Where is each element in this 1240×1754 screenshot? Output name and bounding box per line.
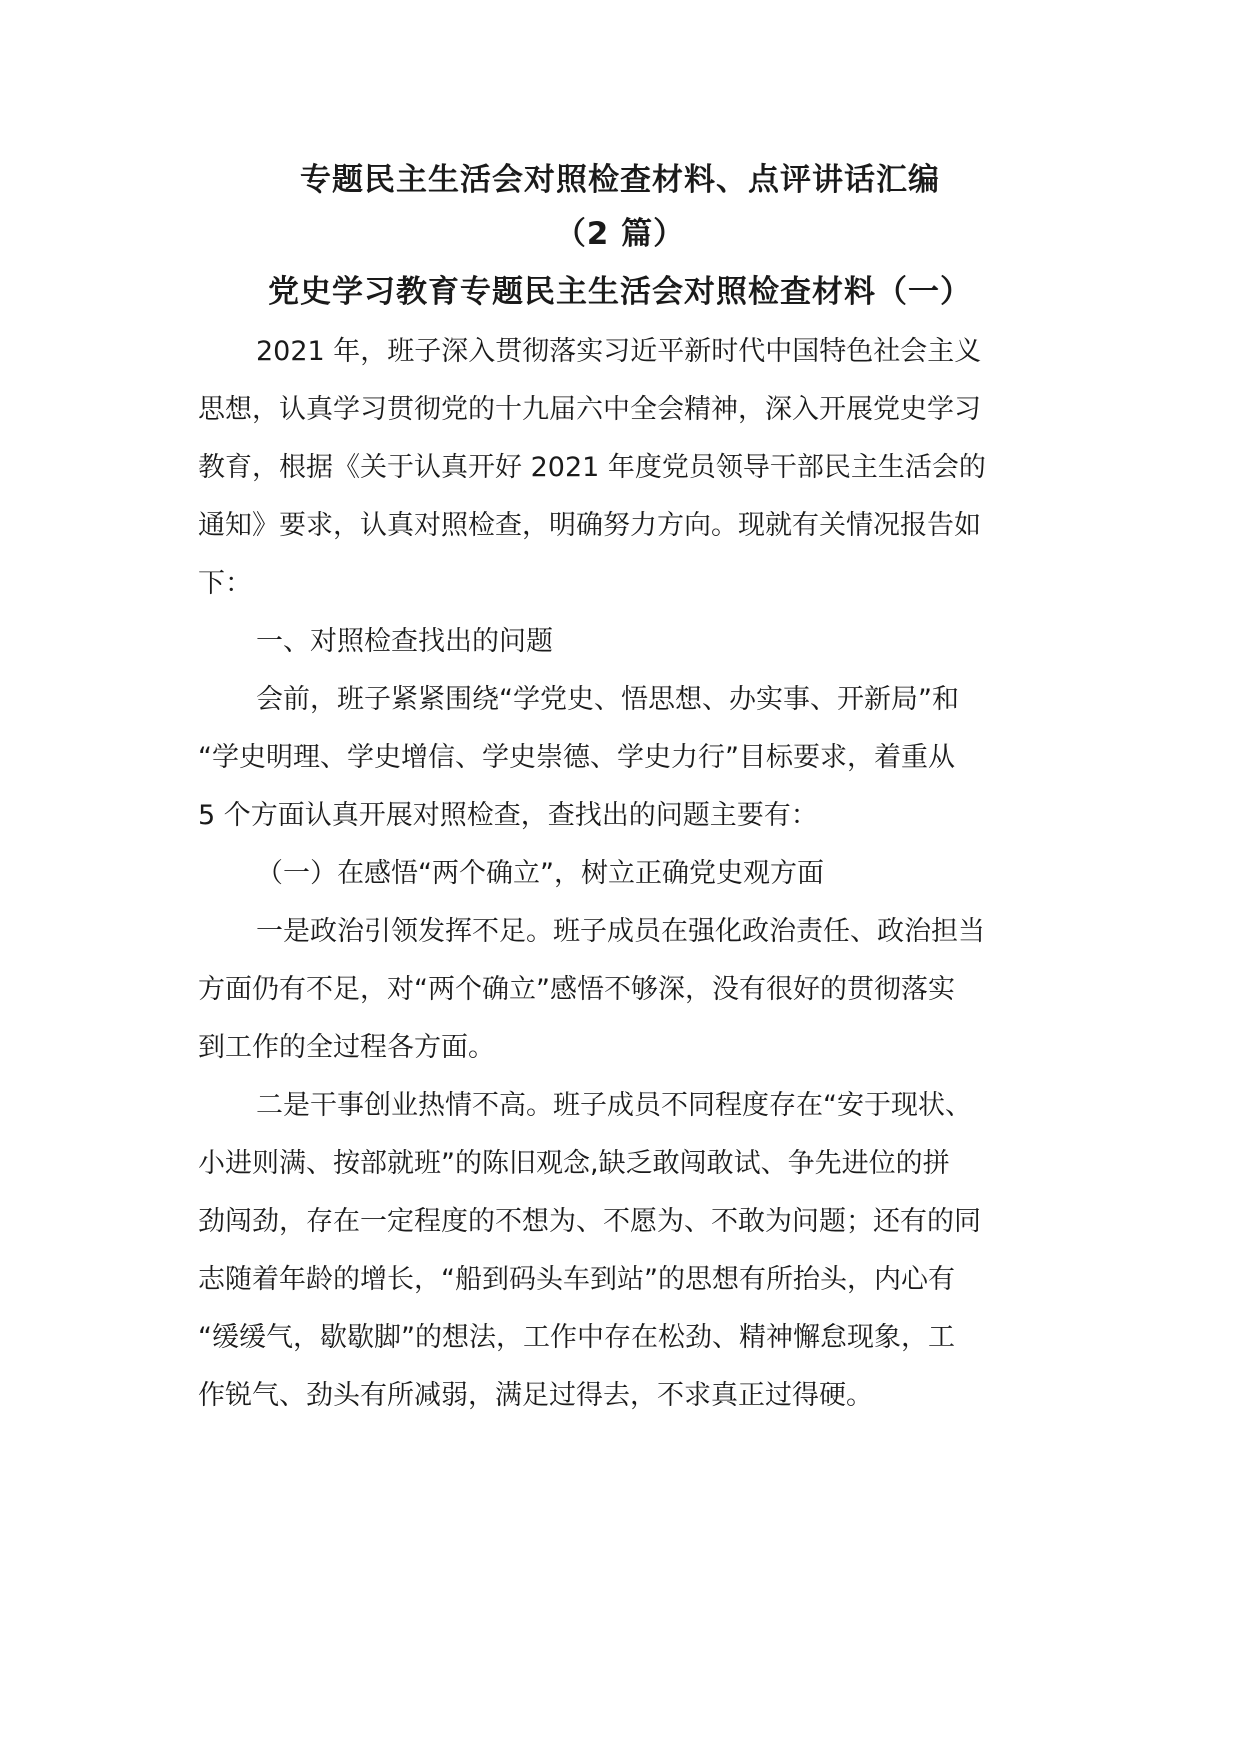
paragraph-line: 会前，班子紧紧围绕“学党史、悟思想、办实事、开新局”和 — [256, 684, 959, 715]
paragraph-line: 志随着年龄的增长，“船到码头车到站”的思想有所抬头，内心有 — [198, 1264, 955, 1295]
paragraph-line: “学史明理、学史增信、学史崇德、学史力行”目标要求，着重从 — [198, 742, 955, 773]
paragraph-line: 方面仍有不足，对“两个确立”感悟不够深，没有很好的贯彻落实 — [198, 974, 955, 1005]
paragraph-line: 下： — [198, 568, 252, 599]
paragraph-line: 劲闯劲，存在一定程度的不想为、不愿为、不敢为问题；还有的同 — [198, 1206, 981, 1237]
subsection-heading: （一）在感悟“两个确立”，树立正确党史观方面 — [256, 858, 824, 889]
paragraph-line: 通知》要求，认真对照检查，明确努力方向。现就有关情况报告如 — [198, 510, 981, 541]
paragraph-line: 教育，根据《关于认真开好 2021 年度党员领导干部民主生活会的 — [198, 452, 986, 483]
paragraph-line: 作锐气、劲头有所减弱，满足过得去，不求真正过得硬。 — [198, 1380, 873, 1411]
paragraph-line: 小进则满、按部就班”的陈旧观念,缺乏敢闯敢试、争先进位的拼 — [198, 1148, 950, 1179]
document-title-count: （2 篇） — [554, 216, 686, 252]
paragraph-line: 思想，认真学习贯彻党的十九届六中全会精神，深入开展党史学习 — [198, 394, 981, 425]
section-heading: 一、对照检查找出的问题 — [256, 626, 553, 657]
document-title: 专题民主生活会对照检查材料、点评讲话汇编 — [300, 162, 940, 198]
paragraph-line: 5 个方面认真开展对照检查，查找出的问题主要有： — [198, 800, 818, 831]
paragraph-line: 到工作的全过程各方面。 — [198, 1032, 495, 1063]
paragraph-line: 二是干事创业热情不高。班子成员不同程度存在“安于现状、 — [256, 1090, 972, 1121]
paragraph-line: “缓缓气，歇歇脚”的想法，工作中存在松劲、精神懈怠现象，工 — [198, 1322, 955, 1353]
section-title: 党史学习教育专题民主生活会对照检查材料（一） — [268, 274, 972, 310]
paragraph-line: 2021 年，班子深入贯彻落实习近平新时代中国特色社会主义 — [256, 336, 982, 367]
paragraph-line: 一是政治引领发挥不足。班子成员在强化政治责任、政治担当 — [256, 916, 985, 947]
